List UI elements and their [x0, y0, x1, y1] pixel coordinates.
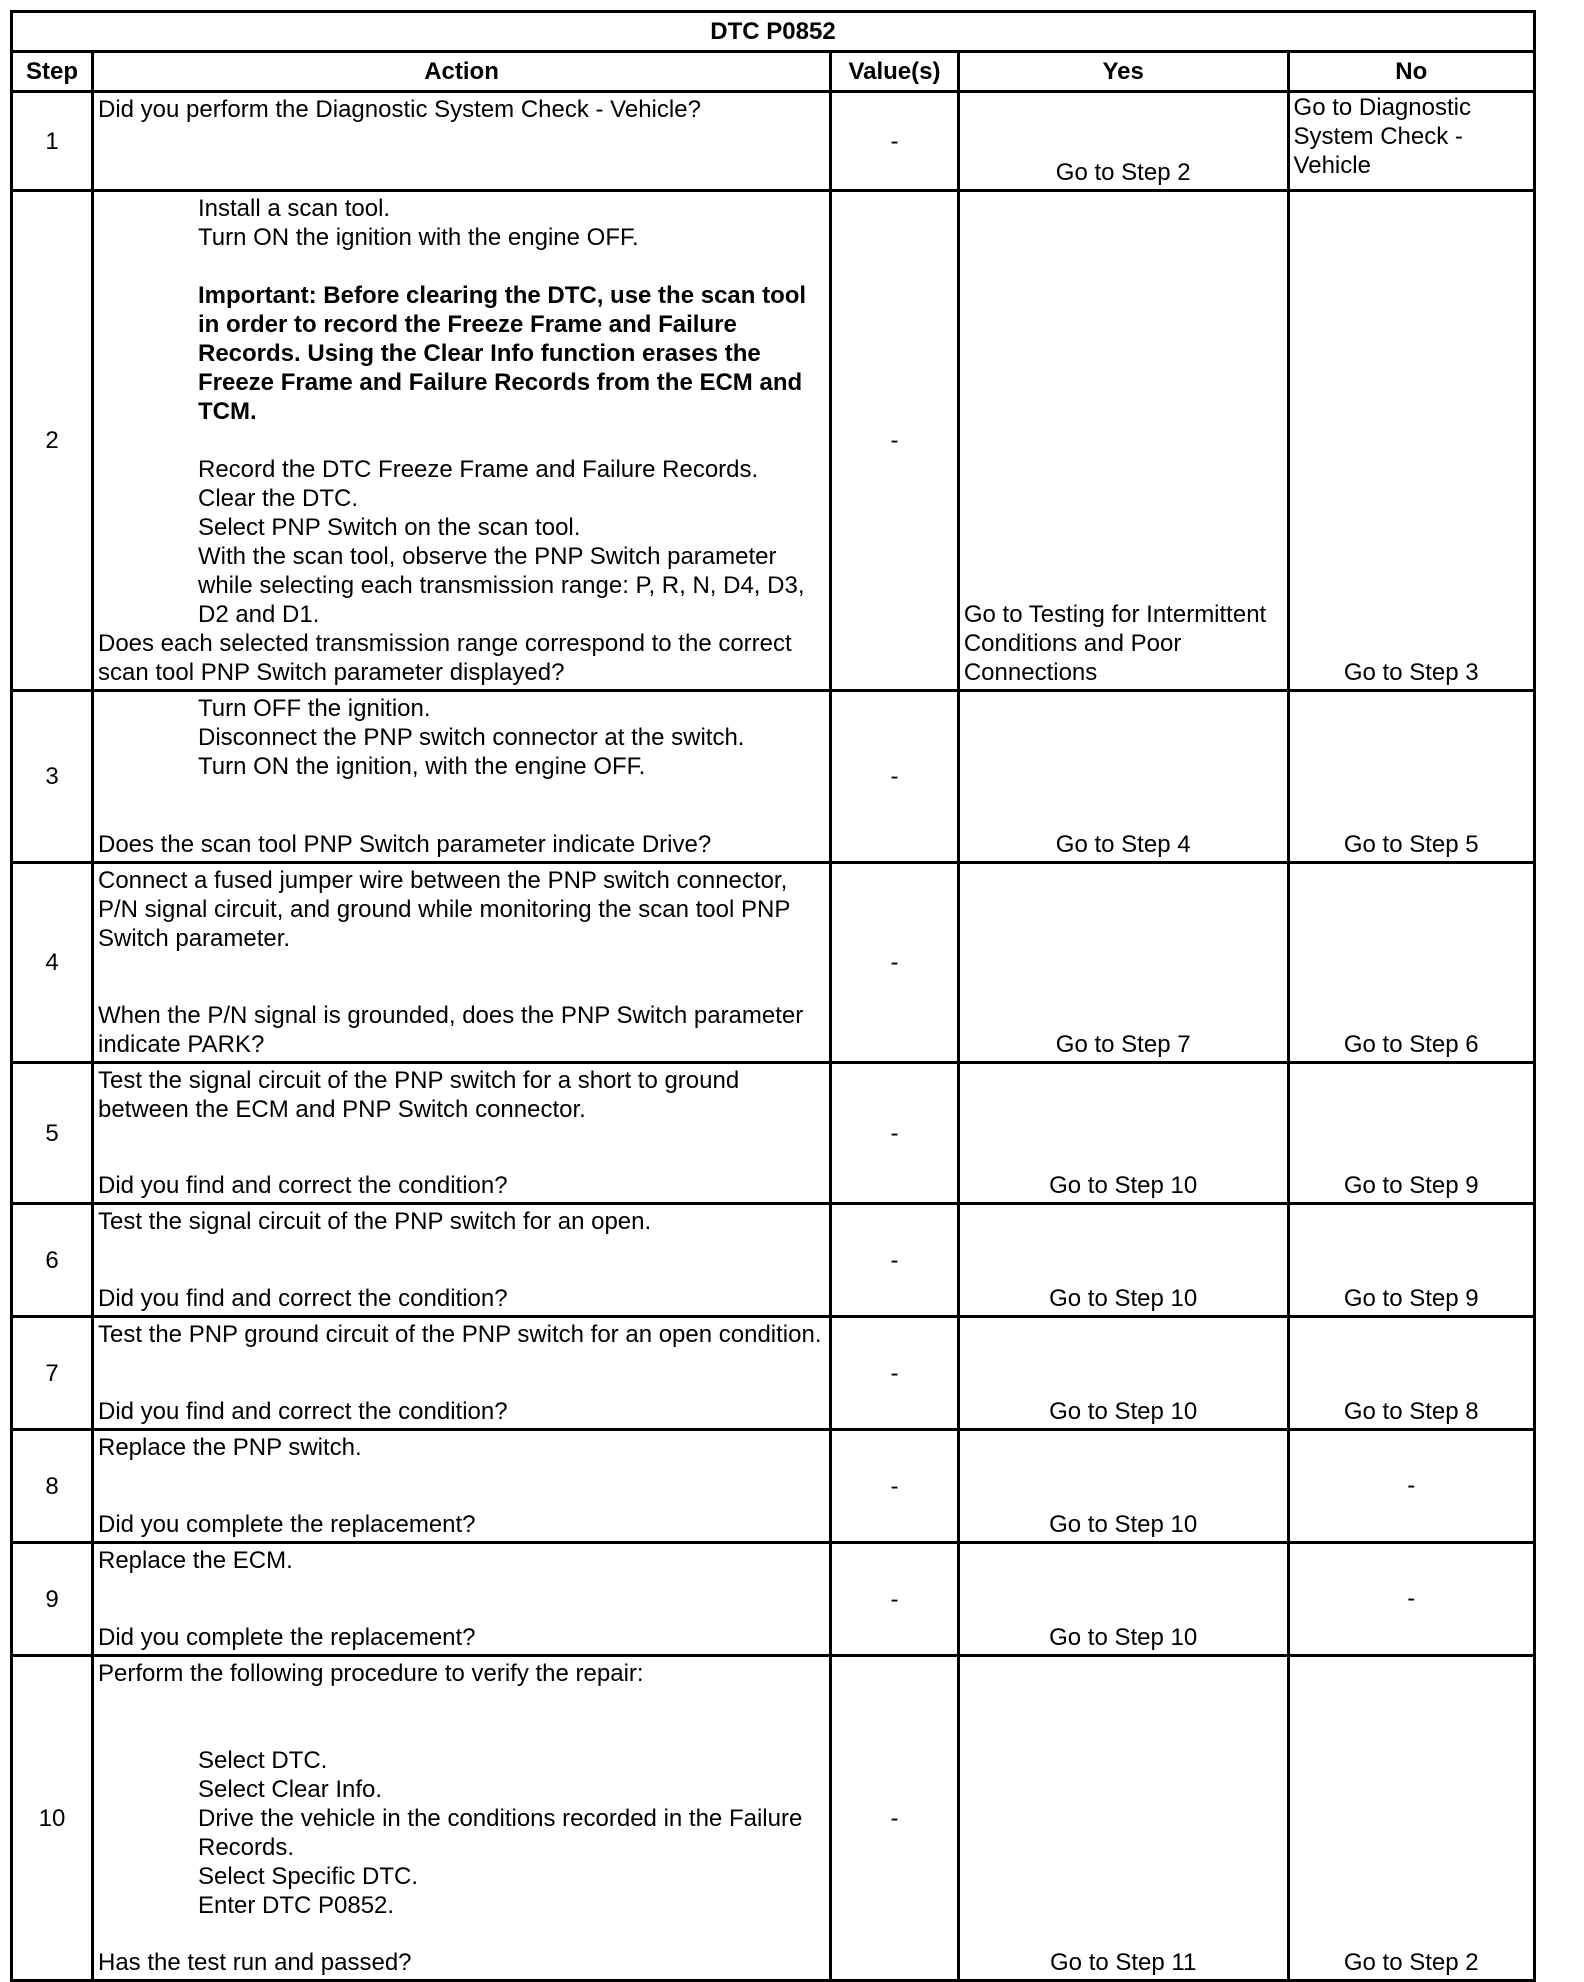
action-substep: Select DTC. — [197, 1747, 328, 1774]
table-title: DTC P0852 — [12, 12, 1535, 52]
action-cell — [92, 863, 830, 1063]
table-row — [12, 1063, 1535, 1204]
action-text: Perform the following procedure to verify the repair: — [97, 1660, 644, 1687]
no-cell: Go to Step 8 — [1288, 1317, 1534, 1430]
action-substep: Install a scan tool. — [197, 195, 391, 222]
action-question: Does each selected transmission range correspond to the correct scan tool PNP Switch parameter displayed? — [97, 630, 792, 686]
header-step: Step — [12, 52, 93, 92]
action-substep: Clear the DTC. — [197, 485, 359, 512]
no-cell: Go to Diagnostic System Check - Vehicle — [1288, 92, 1534, 191]
header-values: Value(s) — [831, 52, 959, 92]
value-cell: - — [831, 1543, 959, 1656]
action-substep: Turn ON the ignition, with the engine OFF. — [197, 753, 646, 780]
step-number: 2 — [12, 191, 93, 691]
no-cell: Go to Step 9 — [1288, 1204, 1534, 1317]
table-row — [12, 863, 1535, 1063]
no-cell: Go to Step 5 — [1288, 691, 1534, 863]
action-question: Has the test run and passed? — [97, 1949, 412, 1976]
value-cell: - — [831, 92, 959, 191]
step-number: 5 — [12, 1063, 93, 1204]
action-text: Connect a fused jumper wire between the PNP switch connector, P/N signal circuit, and ground while monitoring the scan tool PNP Switch parameter. — [97, 867, 790, 952]
no-cell: Go to Step 6 — [1288, 863, 1534, 1063]
table-row — [12, 1204, 1535, 1317]
dtc-table — [10, 10, 1536, 1982]
value-cell: - — [831, 1430, 959, 1543]
yes-cell: Go to Step 10 — [958, 1317, 1288, 1430]
action-substep: Select Clear Info. — [197, 1776, 383, 1803]
no-cell: Go to Step 9 — [1288, 1063, 1534, 1204]
step-number: 6 — [12, 1204, 93, 1317]
step-number: 9 — [12, 1543, 93, 1656]
action-cell — [92, 1430, 830, 1543]
step-number: 3 — [12, 691, 93, 863]
action-substep: Select PNP Switch on the scan tool. — [197, 514, 581, 541]
table-row — [12, 191, 1535, 691]
no-cell: - — [1288, 1543, 1534, 1656]
yes-cell: Go to Step 11 — [958, 1656, 1288, 1981]
action-substep: Enter DTC P0852. — [197, 1892, 395, 1919]
no-cell: - — [1288, 1430, 1534, 1543]
step-number: 8 — [12, 1430, 93, 1543]
table-row — [12, 92, 1535, 191]
table-row — [12, 1317, 1535, 1430]
value-cell: - — [831, 863, 959, 1063]
action-substep: Turn ON the ignition with the engine OFF. — [197, 224, 639, 251]
value-cell: - — [831, 1656, 959, 1981]
action-question: Did you complete the replacement? — [97, 1511, 476, 1538]
step-number: 1 — [12, 92, 93, 191]
action-substep: Turn OFF the ignition. — [197, 695, 431, 722]
important-note: Important: Before clearing the DTC, use the scan tool in order to record the Freeze Frame and Failure Records. Using the Clear Info function erases the Freeze Frame and Failure Records from the ECM and TCM. — [197, 282, 807, 425]
table-row — [12, 691, 1535, 863]
action-cell — [92, 191, 830, 691]
action-question: Does the scan tool PNP Switch parameter indicate Drive? — [97, 831, 712, 858]
header-yes: Yes — [958, 52, 1288, 92]
no-cell: Go to Step 2 — [1288, 1656, 1534, 1981]
step-number: 4 — [12, 863, 93, 1063]
action-substep: With the scan tool, observe the PNP Switch parameter while selecting each transmission range: P, R, N, D4, D3, D2 and D1. — [197, 543, 805, 628]
action-question: Did you find and correct the condition? — [97, 1172, 508, 1199]
step-number: 10 — [12, 1656, 93, 1981]
action-text: Replace the ECM. — [97, 1547, 293, 1574]
step-number: 7 — [12, 1317, 93, 1430]
table-row — [12, 1430, 1535, 1543]
action-text: Test the signal circuit of the PNP switch for an open. — [97, 1208, 652, 1235]
yes-cell: Go to Step 10 — [958, 1063, 1288, 1204]
action-text: Test the PNP ground circuit of the PNP switch for an open condition. — [97, 1321, 822, 1348]
action-text: Test the signal circuit of the PNP switch for a short to ground between the ECM and PNP Switch connector. — [97, 1067, 740, 1123]
value-cell: - — [831, 1204, 959, 1317]
yes-cell: Go to Step 4 — [958, 691, 1288, 863]
action-question: When the P/N signal is grounded, does the PNP Switch parameter indicate PARK? — [97, 1002, 804, 1058]
action-substep: Select Specific DTC. — [197, 1863, 419, 1890]
yes-cell: Go to Testing for Intermittent Conditions and Poor Connections — [958, 191, 1288, 691]
action-cell — [92, 92, 830, 191]
action-cell — [92, 1317, 830, 1430]
table-row — [12, 1656, 1535, 1981]
header-no: No — [1288, 52, 1534, 92]
action-cell — [92, 691, 830, 863]
value-cell: - — [831, 691, 959, 863]
action-question: Did you perform the Diagnostic System Check - Vehicle? — [97, 96, 701, 123]
yes-cell: Go to Step 10 — [958, 1204, 1288, 1317]
action-cell — [92, 1063, 830, 1204]
value-cell: - — [831, 1063, 959, 1204]
table-row — [12, 1543, 1535, 1656]
action-cell — [92, 1543, 830, 1656]
value-cell: - — [831, 1317, 959, 1430]
action-question: Did you find and correct the condition? — [97, 1285, 508, 1312]
yes-cell: Go to Step 7 — [958, 863, 1288, 1063]
action-question: Did you find and correct the condition? — [97, 1398, 508, 1425]
header-action: Action — [92, 52, 830, 92]
action-substep: Drive the vehicle in the conditions recorded in the Failure Records. — [197, 1805, 803, 1861]
action-substep: Disconnect the PNP switch connector at the switch. — [197, 724, 745, 751]
yes-cell: Go to Step 2 — [958, 92, 1288, 191]
action-substep: Record the DTC Freeze Frame and Failure Records. — [197, 456, 759, 483]
action-cell — [92, 1656, 830, 1981]
action-question: Did you complete the replacement? — [97, 1624, 476, 1651]
action-text: Replace the PNP switch. — [97, 1434, 362, 1461]
yes-cell: Go to Step 10 — [958, 1430, 1288, 1543]
action-cell — [92, 1204, 830, 1317]
yes-cell: Go to Step 10 — [958, 1543, 1288, 1656]
no-cell: Go to Step 3 — [1288, 191, 1534, 691]
value-cell: - — [831, 191, 959, 691]
